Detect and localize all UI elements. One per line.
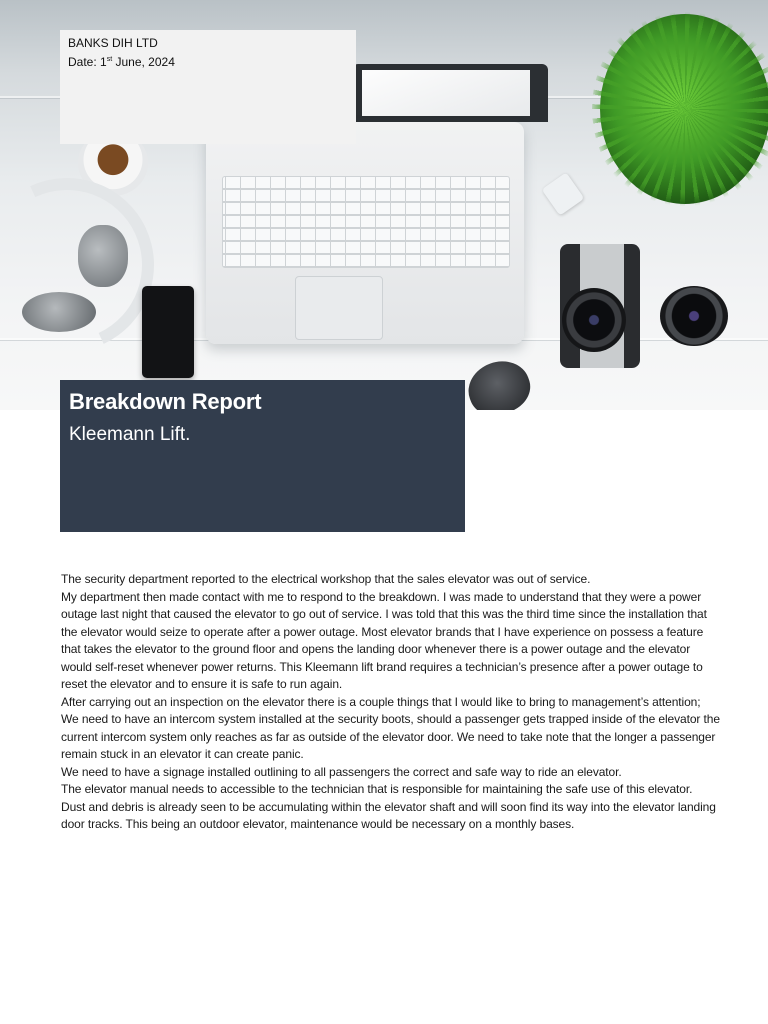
computer-mouse [461, 353, 537, 410]
date-month-year: June, 2024 [112, 55, 175, 69]
body-paragraph: My department then made contact with me to respond to the breakdown. I was made to understand that they were a power outage last night that caused the elevator to go out of service. I was told that this was the third time since the installation that the elevator would seize to operate after a power outage. Most elevator brands that I have experience on possess a feature that takes the elevator to the ground floor and opens the landing door whenever there is a power outage and the elevator would self-reset whenever power returns. This Kleemann lift brand requires a technician’s presence after a power outage to reset the elevator and to ensure it is safe to run again. [61, 589, 707, 691]
title-block [60, 380, 465, 532]
report-date [68, 52, 175, 70]
report-body [61, 571, 721, 834]
body-paragraph: After carrying out an inspection on the elevator there is a couple things that I would like to bring to management’s attention; [61, 694, 701, 709]
document-subtitle: Kleemann Lift. [69, 424, 191, 445]
body-paragraph: We need to have a signage installed outlining to all passengers the correct and safe way to ride an elevator. [61, 764, 622, 779]
camera-lens [562, 288, 626, 352]
headphones-earcup [78, 225, 128, 287]
usb-drive [542, 172, 585, 215]
company-name: BANKS DIH LTD [68, 36, 158, 50]
laptop-touchpad [295, 276, 383, 340]
date-day: Date: 1 [68, 55, 107, 69]
laptop-display [362, 70, 530, 116]
body-paragraph: The elevator manual needs to accessible to the technician that is responsible for maintaining the safe use of this elevator. [61, 782, 693, 796]
body-paragraph: We need to have an intercom system installed at the security boots, should a passenger gets trapped inside of the elevator the current intercom system only reaches as far as outside of the elevator door. We need to take note that the longer a passenger remain stuck in an elevator it can create panic. [61, 712, 720, 761]
date-ordinal: st [106, 56, 113, 63]
laptop-keyboard [222, 176, 510, 268]
plant-leaves [592, 6, 768, 212]
headphones-earcup [22, 292, 96, 332]
header-box [60, 30, 356, 144]
body-paragraph: The security department reported to the electrical workshop that the sales elevator was out of service. [61, 572, 591, 586]
body-paragraph: Dust and debris is already seen to be accumulating within the elevator shaft and will soon find its way into the elevator landing door tracks. This being an outdoor elevator, maintenance would be necessary on a monthly bases. [61, 799, 716, 831]
spare-lens [660, 286, 728, 346]
smartphone [142, 286, 194, 378]
document-title: Breakdown Report [69, 389, 262, 414]
